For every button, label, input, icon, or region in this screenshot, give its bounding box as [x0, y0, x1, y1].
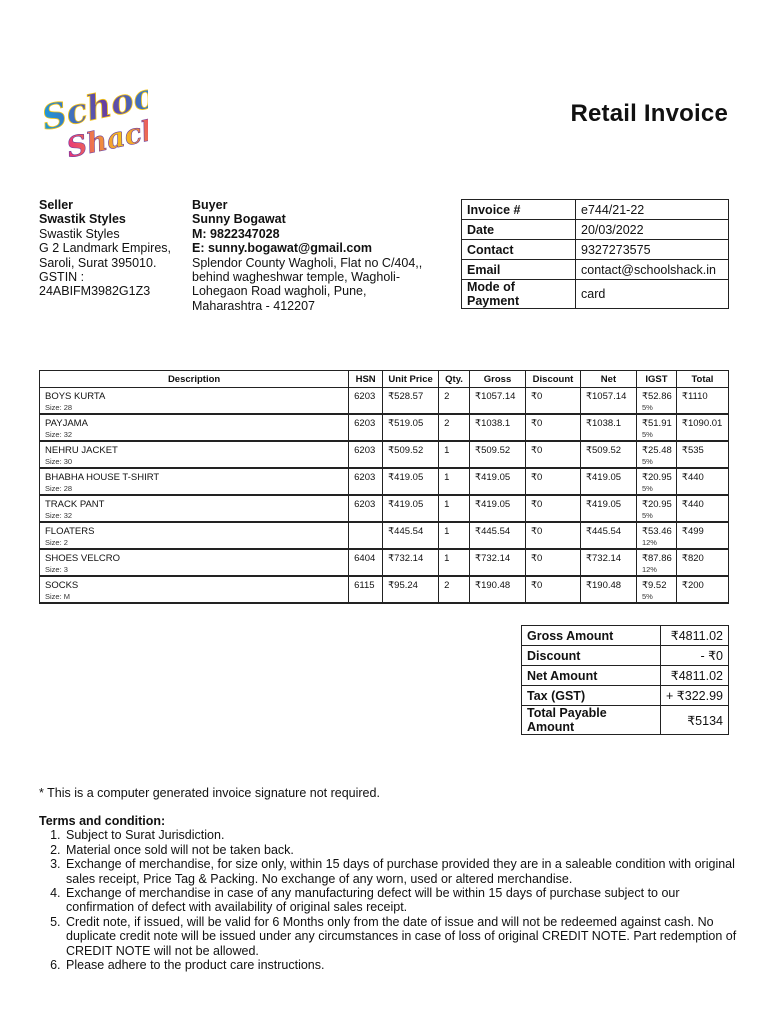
- item-net: ₹732.14: [580, 549, 636, 576]
- column-header: Net: [580, 371, 636, 388]
- item-unit-price: ₹419.05: [383, 495, 439, 522]
- item-hsn: 6203: [349, 495, 383, 522]
- item-description: BOYS KURTA Size: 28: [40, 388, 349, 415]
- item-hsn: 6203: [349, 414, 383, 441]
- school-shack-logo: [36, 78, 148, 164]
- item-total: ₹200: [676, 576, 728, 603]
- item-igst: ₹53.46 12%: [636, 522, 676, 549]
- contact-email: contact@schoolshack.in: [576, 260, 729, 280]
- meta-label: Contact: [462, 240, 576, 260]
- totals-row-discount: [522, 646, 729, 666]
- table-row: [40, 495, 729, 522]
- item-qty: 2: [439, 388, 470, 415]
- buyer-block: [192, 198, 432, 313]
- seller-line: Saroli, Surat 395010.: [39, 255, 157, 270]
- buyer-email: E: sunny.bogawat@gmail.com: [192, 241, 373, 256]
- item-size: Size: 32: [45, 511, 73, 520]
- meta-row-invoice: [462, 200, 729, 220]
- item-discount: ₹0: [526, 522, 581, 549]
- column-header: Discount: [526, 371, 581, 388]
- item-description: SHOES VELCRO Size: 3: [40, 549, 349, 576]
- totals-row-payable: [522, 706, 729, 735]
- table-header-row: [40, 371, 729, 388]
- buyer-heading: Buyer: [192, 198, 228, 212]
- item-net: ₹190.48: [580, 576, 636, 603]
- item-total: ₹440: [676, 495, 728, 522]
- igst-rate: 5%: [641, 592, 653, 601]
- item-hsn: [349, 522, 383, 549]
- igst-rate: 5%: [641, 511, 653, 520]
- seller-gstin: 24ABIFM3982G1Z3: [39, 284, 151, 299]
- item-hsn: 6404: [349, 549, 383, 576]
- item-qty: 2: [439, 576, 470, 603]
- item-unit-price: ₹95.24: [383, 576, 439, 603]
- svg-text:Shack: Shack: [63, 112, 148, 164]
- item-total: ₹820: [676, 549, 728, 576]
- item-gross: ₹1057.14: [470, 388, 526, 415]
- item-discount: ₹0: [526, 414, 581, 441]
- item-discount: ₹0: [526, 549, 581, 576]
- gross-amount: ₹4811.02: [661, 626, 729, 646]
- igst-rate: 12%: [641, 538, 657, 547]
- column-header: IGST: [636, 371, 676, 388]
- item-unit-price: ₹519.05: [383, 414, 439, 441]
- meta-row-contact: [462, 240, 729, 260]
- item-net: ₹1057.14: [580, 388, 636, 415]
- igst-rate: 5%: [641, 484, 653, 493]
- column-header: Unit Price: [383, 371, 439, 388]
- item-size: Size: M: [45, 592, 71, 601]
- igst-rate: 5%: [641, 403, 653, 412]
- item-total: ₹499: [676, 522, 728, 549]
- terms-title: Terms and condition:: [39, 814, 166, 828]
- total-payable: ₹5134: [661, 706, 729, 735]
- item-size: Size: 30: [45, 457, 73, 466]
- item-size: Size: 28: [45, 484, 73, 493]
- item-hsn: 6203: [349, 441, 383, 468]
- item-total: ₹440: [676, 468, 728, 495]
- table-row: [40, 441, 729, 468]
- line-items-table: [39, 370, 729, 604]
- item-qty: 2: [439, 414, 470, 441]
- item-qty: 1: [439, 549, 470, 576]
- item-net: ₹445.54: [580, 522, 636, 549]
- item-unit-price: ₹732.14: [383, 549, 439, 576]
- item-description: BHABHA HOUSE T-SHIRT Size: 28: [40, 468, 349, 495]
- terms-section: [39, 814, 739, 972]
- invoice-meta-table: [461, 199, 729, 309]
- meta-label: Email: [462, 260, 576, 280]
- igst-rate: 5%: [641, 457, 653, 466]
- item-total: ₹535: [676, 441, 728, 468]
- invoice-date: 20/03/2022: [576, 220, 729, 240]
- item-qty: 1: [439, 441, 470, 468]
- item-description: SOCKS Size: M: [40, 576, 349, 603]
- invoice-number: e744/21-22: [576, 200, 729, 220]
- terms-item: 5. Credit note, if issued, will be valid for 6 Months only from the date of issue and will not be redeemed against cash. No duplicate credit note will be issued under any circumstances in case of loss of original CREDIT NOTE. Part redemption of CREDIT NOTE will not be allowed.: [64, 915, 739, 958]
- item-gross: ₹419.05: [470, 468, 526, 495]
- buyer-name: Sunny Bogawat: [192, 212, 286, 227]
- meta-row-payment: [462, 280, 729, 309]
- item-total: ₹1090.01: [676, 414, 728, 441]
- item-size: Size: 3: [45, 565, 68, 574]
- buyer-address: Lohegaon Road wagholi, Pune,: [192, 284, 367, 299]
- item-gross: ₹419.05: [470, 495, 526, 522]
- tax-amount: + ₹322.99: [661, 686, 729, 706]
- item-description: PAYJAMA Size: 32: [40, 414, 349, 441]
- buyer-address: Splendor County Wagholi, Flat no C/404,,: [192, 255, 423, 270]
- item-discount: ₹0: [526, 388, 581, 415]
- igst-rate: 12%: [641, 565, 657, 574]
- seller-name: Swastik Styles: [39, 212, 126, 227]
- column-header: HSN: [349, 371, 383, 388]
- terms-item: 2. Material once sold will not be taken back.: [64, 843, 739, 857]
- item-igst: ₹52.86 5%: [636, 388, 676, 415]
- item-description: NEHRU JACKET Size: 30: [40, 441, 349, 468]
- meta-row-date: [462, 220, 729, 240]
- item-qty: 1: [439, 468, 470, 495]
- item-gross: ₹732.14: [470, 549, 526, 576]
- document-title: Retail Invoice: [570, 100, 728, 127]
- column-header: Description: [40, 371, 349, 388]
- totals-label: Gross Amount: [522, 626, 661, 646]
- svg-text:School: School: [38, 78, 148, 139]
- item-igst: ₹20.95 5%: [636, 495, 676, 522]
- item-unit-price: ₹528.57: [383, 388, 439, 415]
- seller-heading: Seller: [39, 198, 74, 212]
- item-gross: ₹190.48: [470, 576, 526, 603]
- item-gross: ₹445.54: [470, 522, 526, 549]
- seller-line: Swastik Styles: [39, 226, 120, 241]
- buyer-address: behind wagheshwar temple, Wagholi-: [192, 270, 400, 285]
- terms-item: 1. Subject to Surat Jurisdiction.: [64, 828, 739, 842]
- item-description: FLOATERS Size: 2: [40, 522, 349, 549]
- item-qty: 1: [439, 522, 470, 549]
- item-total: ₹1110: [676, 388, 728, 415]
- meta-label: Date: [462, 220, 576, 240]
- table-row: [40, 549, 729, 576]
- totals-label: Net Amount: [522, 666, 661, 686]
- item-net: ₹419.05: [580, 495, 636, 522]
- payment-mode: card: [576, 280, 729, 309]
- terms-item: 3. Exchange of merchandise, for size only, within 15 days of purchase provided they are in a saleable condition with original sales receipt, Price Tag & Packing. No exchange of any worn, used or altered merchandise.: [64, 857, 739, 886]
- table-row: [40, 468, 729, 495]
- item-hsn: 6203: [349, 468, 383, 495]
- meta-label: Mode of Payment: [462, 280, 576, 309]
- item-gross: ₹1038.1: [470, 414, 526, 441]
- totals-row-tax: [522, 686, 729, 706]
- item-discount: ₹0: [526, 576, 581, 603]
- item-size: Size: 2: [45, 538, 68, 547]
- item-unit-price: ₹509.52: [383, 441, 439, 468]
- totals-table: [521, 625, 729, 735]
- signature-note: * This is a computer generated invoice signature not required.: [39, 786, 380, 800]
- seller-line: G 2 Landmark Empires,: [39, 241, 171, 256]
- column-header: Qty.: [439, 371, 470, 388]
- seller-line: GSTIN :: [39, 270, 85, 285]
- item-qty: 1: [439, 495, 470, 522]
- item-net: ₹419.05: [580, 468, 636, 495]
- totals-label: Total Payable Amount: [522, 706, 661, 735]
- net-amount: ₹4811.02: [661, 666, 729, 686]
- totals-row-net: [522, 666, 729, 686]
- buyer-mobile: M: 9822347028: [192, 226, 280, 241]
- item-size: Size: 28: [45, 403, 73, 412]
- item-igst: ₹25.48 5%: [636, 441, 676, 468]
- meta-row-email: [462, 260, 729, 280]
- table-row: [40, 576, 729, 603]
- item-net: ₹509.52: [580, 441, 636, 468]
- item-igst: ₹20.95 5%: [636, 468, 676, 495]
- item-size: Size: 32: [45, 430, 73, 439]
- totals-label: Discount: [522, 646, 661, 666]
- column-header: Gross: [470, 371, 526, 388]
- terms-list: [39, 828, 739, 972]
- terms-item: 4. Exchange of merchandise in case of any manufacturing defect will be within 15 days of purchase subject to our confirmation of defect with availability of original sales receipt.: [64, 886, 739, 915]
- item-igst: ₹9.52 5%: [636, 576, 676, 603]
- igst-rate: 5%: [641, 430, 653, 439]
- item-discount: ₹0: [526, 495, 581, 522]
- item-unit-price: ₹445.54: [383, 522, 439, 549]
- table-row: [40, 388, 729, 415]
- item-unit-price: ₹419.05: [383, 468, 439, 495]
- column-header: Total: [676, 371, 728, 388]
- table-row: [40, 414, 729, 441]
- item-gross: ₹509.52: [470, 441, 526, 468]
- item-igst: ₹87.86 12%: [636, 549, 676, 576]
- totals-row-gross: [522, 626, 729, 646]
- discount-amount: - ₹0: [661, 646, 729, 666]
- item-net: ₹1038.1: [580, 414, 636, 441]
- item-discount: ₹0: [526, 468, 581, 495]
- item-igst: ₹51.91 5%: [636, 414, 676, 441]
- seller-block: [39, 198, 189, 299]
- table-row: [40, 522, 729, 549]
- item-description: TRACK PANT Size: 32: [40, 495, 349, 522]
- item-discount: ₹0: [526, 441, 581, 468]
- meta-label: Invoice #: [462, 200, 576, 220]
- totals-label: Tax (GST): [522, 686, 661, 706]
- item-hsn: 6115: [349, 576, 383, 603]
- buyer-address: Maharashtra - 412207: [192, 298, 315, 313]
- item-hsn: 6203: [349, 388, 383, 415]
- terms-item: 6. Please adhere to the product care instructions.: [64, 958, 739, 972]
- contact-number: 9327273575: [576, 240, 729, 260]
